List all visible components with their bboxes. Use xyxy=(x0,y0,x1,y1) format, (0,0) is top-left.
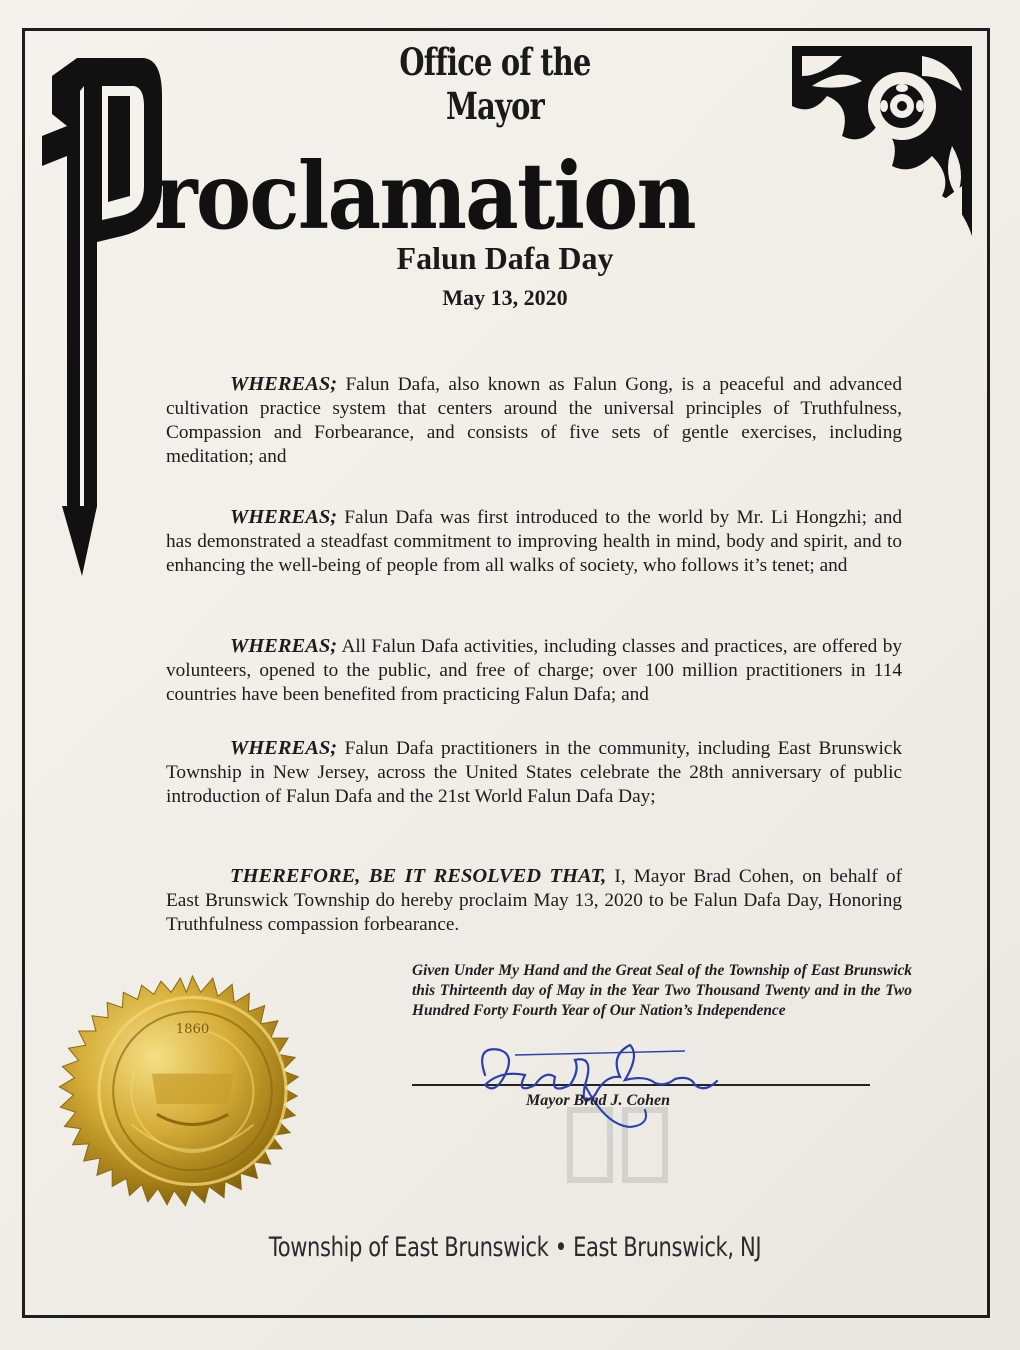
seal-year: 1860 xyxy=(175,1022,210,1037)
paragraph-keyword: THEREFORE, BE IT RESOLVED THAT, xyxy=(230,865,607,887)
proclamation-title: roclamation xyxy=(154,142,695,250)
whereas-paragraph-4 xyxy=(166,736,902,809)
corner-ornament-icon xyxy=(782,36,982,256)
paragraph-keyword: WHEREAS; xyxy=(230,506,338,528)
whereas-paragraph-2 xyxy=(166,505,902,578)
paragraph-text: Falun Dafa was first introduced to the world by Mr. Li Hongzhi; and has demonstrated a steadfast commitment to improving health in mind, body and spirit, and to enhancing the well-being of people from all walks of society, who follows it’s tenet; and xyxy=(166,507,902,576)
paragraph-text: I, Mayor Brad Cohen, on behalf of East Brunswick Township do hereby proclaim May 13, 2020 to be Falun Dafa Day, Honoring Truthfulness compassion forbearance. xyxy=(166,866,903,935)
proclamation-date: May 13, 2020 xyxy=(442,285,568,310)
whereas-paragraph-1 xyxy=(166,372,902,469)
resolution-paragraph xyxy=(166,864,902,937)
paragraph-text: Falun Dafa, also known as Falun Gong, is a peaceful and advanced cultivation practice system that centers around the universal principles of Truthfulness, Compassion and Forbearance, and consists of five sets of gentle exercises, including meditation; and xyxy=(166,374,902,467)
signer-name: Mayor Brad J. Cohen xyxy=(526,1092,671,1109)
whereas-paragraph-3 xyxy=(166,634,902,707)
office-heading: Office of the Mayor xyxy=(399,40,591,128)
paragraph-keyword: WHEREAS; xyxy=(230,737,338,759)
proclamation-subtitle: Falun Dafa Day xyxy=(396,240,614,276)
paragraph-keyword: WHEREAS; xyxy=(230,635,338,657)
attestation-text: Given Under My Hand and the Great Seal of the Township of East Brunswick this Thirteenth day of May in the Year Two Thousand Twenty and in the Two Hundred Forty Fourth Year of Our Nation’s Independence xyxy=(412,962,912,1019)
paragraph-text: All Falun Dafa activities, including classes and practices, are offered by volunteers, opened to the public, and free of charge; over 100 million practitioners in 114 countries have been benefited from practicing Falun Dafa; and xyxy=(166,636,902,705)
decorative-initial-p xyxy=(22,36,162,596)
mayor-signature xyxy=(455,1015,735,1135)
paragraph-keyword: WHEREAS; xyxy=(230,373,338,395)
footer-township: Township of East Brunswick • East Brunswick, NJ xyxy=(268,1232,762,1263)
paragraph-text: Falun Dafa practitioners in the community, including East Brunswick Township in New Jersey, across the United States celebrate the 28th anniversary of public introduction of Falun Dafa and the 21st World Falun Dafa Day; xyxy=(166,738,902,807)
